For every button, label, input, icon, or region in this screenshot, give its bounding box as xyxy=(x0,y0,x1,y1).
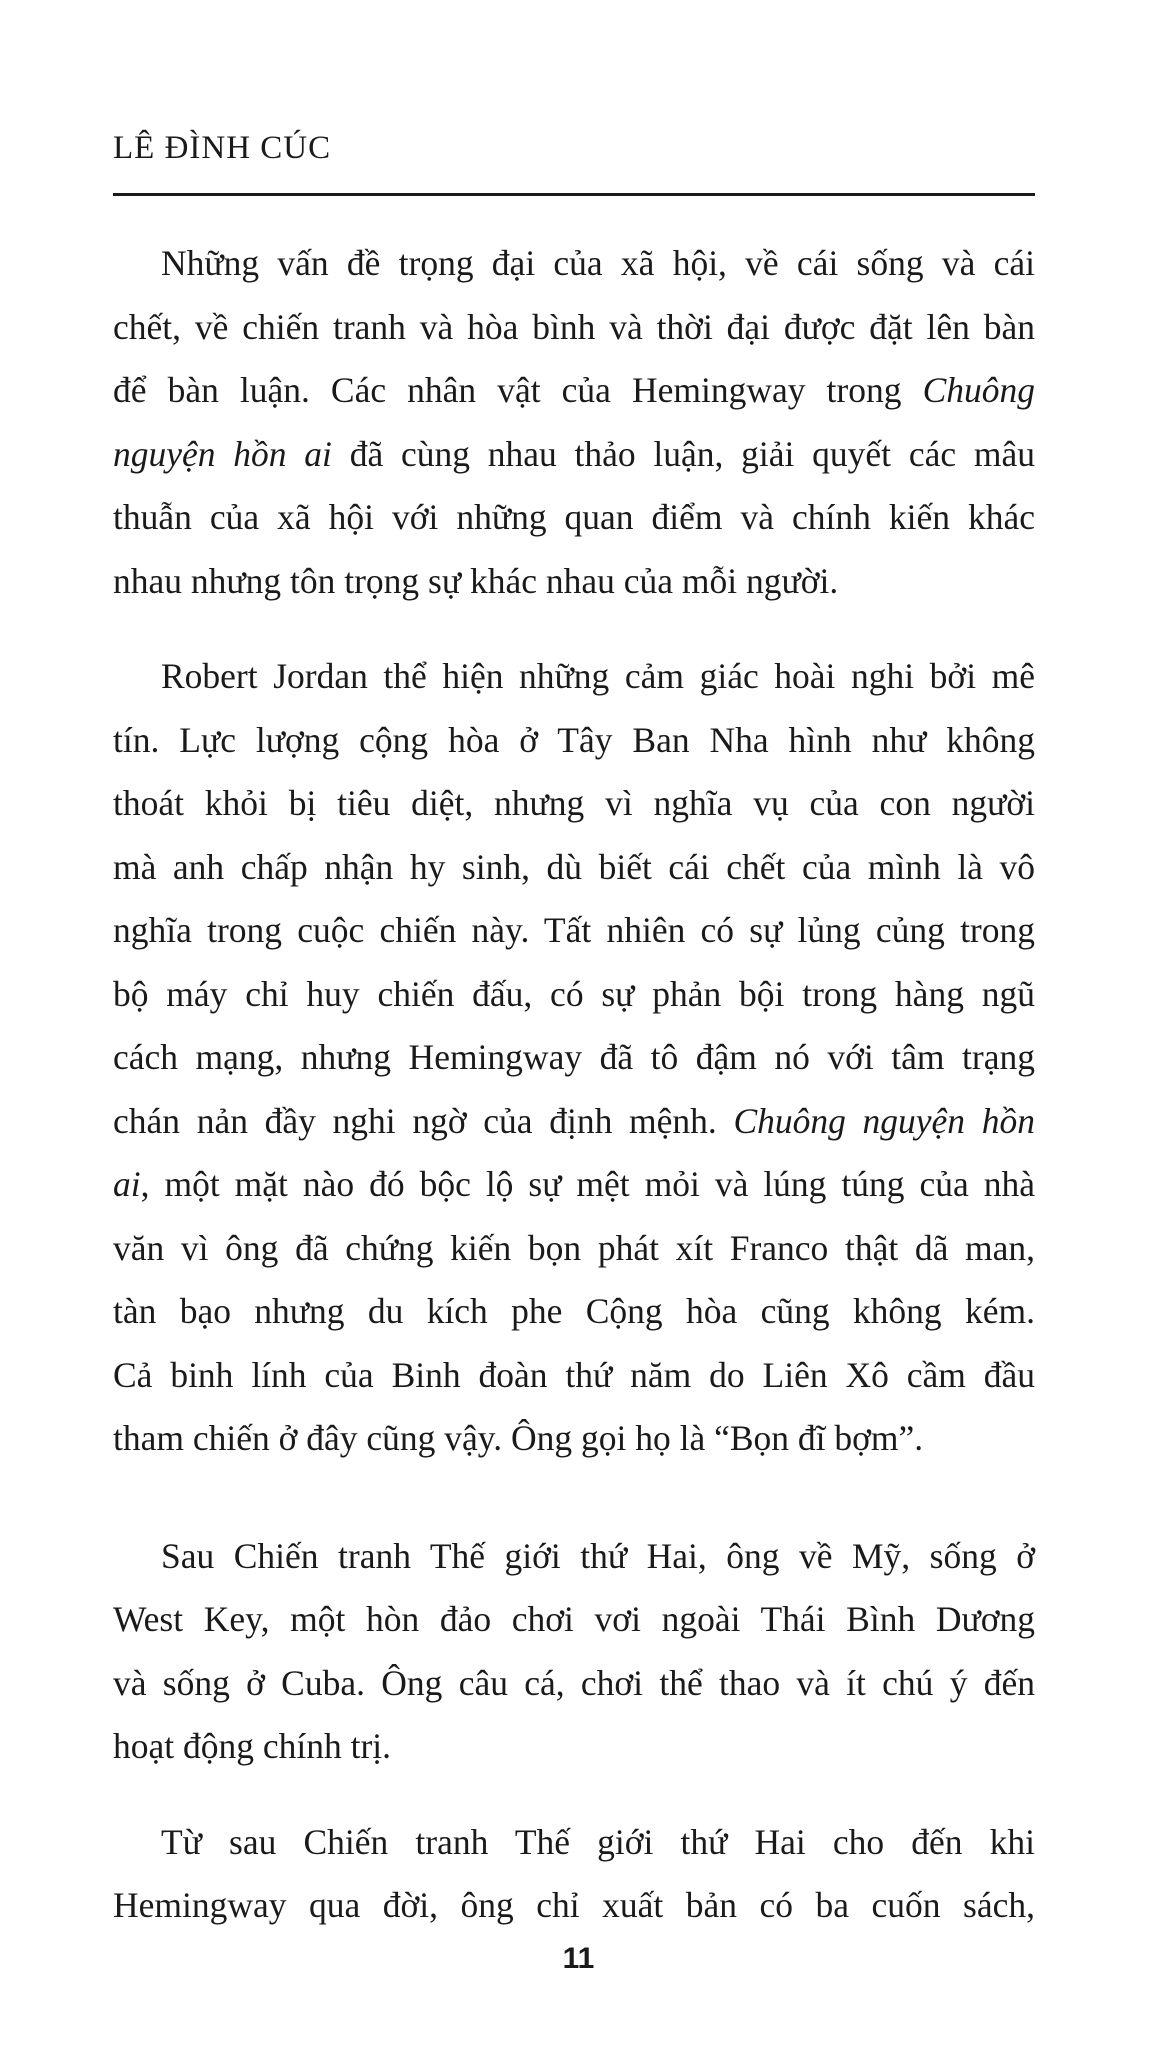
text-run: chán nản đầy nghi ngờ của định mệnh. xyxy=(113,1100,734,1141)
text-line xyxy=(113,423,1035,487)
text-run: , một mặt nào đó bộc lộ sự mệt mỏi và lúng túng của nhà xyxy=(140,1164,1035,1204)
text-line: Hemingway qua đời, ông chỉ xuất bản có ba cuốn sách, xyxy=(113,1885,1035,1925)
text-line xyxy=(113,1090,1035,1154)
text-line: nghĩa trong cuộc chiến này. Tất nhiên có sự lủng củng trong xyxy=(113,910,1035,950)
text-line xyxy=(113,1153,1035,1217)
book-title-italic: Chuông nguyện hồn xyxy=(733,1100,1035,1141)
body-text xyxy=(113,232,1035,1938)
running-head-author: LÊ ĐÌNH CÚC xyxy=(113,130,332,166)
page-number: 11 xyxy=(562,1942,595,1975)
paragraph-2 xyxy=(113,645,1035,1471)
text-line: Sau Chiến tranh Thế giới thứ Hai, ông về Mỹ, sống ở xyxy=(161,1535,1035,1576)
text-line: tàn bạo nhưng du kích phe Cộng hòa cũng không kém. xyxy=(113,1291,1035,1331)
text-line: nhau nhưng tôn trọng sự khác nhau của mỗi người. xyxy=(113,560,839,601)
paragraph-4 xyxy=(113,1811,1035,1938)
text-line: Những vấn đề trọng đại của xã hội, về cái sống và cái xyxy=(161,243,1035,283)
text-line xyxy=(113,359,1035,423)
text-line: thuẫn của xã hội với những quan điểm và chính kiến khác xyxy=(113,497,1035,537)
text-line: mà anh chấp nhận hy sinh, dù biết cái chết của mình là vô xyxy=(113,846,1035,887)
paragraph-1 xyxy=(113,232,1035,613)
header-rule xyxy=(113,193,1035,196)
paragraph-3 xyxy=(113,1525,1035,1779)
text-line: bộ máy chỉ huy chiến đấu, có sự phản bội trong hàng ngũ xyxy=(113,973,1035,1014)
text-run: đã cùng nhau thảo luận, giải quyết các mâu xyxy=(331,433,1035,474)
text-line: tham chiến ở đây cũng vậy. Ông gọi họ là “Bọn đĩ bợm”. xyxy=(113,1418,924,1458)
text-line: tín. Lực lượng cộng hòa ở Tây Ban Nha hình như không xyxy=(113,719,1035,760)
text-line: hoạt động chính trị. xyxy=(113,1726,392,1766)
text-line: Từ sau Chiến tranh Thế giới thứ Hai cho đến khi xyxy=(161,1821,1035,1862)
text-run: để bàn luận. Các nhân vật của Hemingway trong xyxy=(113,370,923,410)
book-title-italic: nguyện hồn ai xyxy=(113,433,332,474)
text-line: thoát khỏi bị tiêu diệt, nhưng vì nghĩa vụ của con người xyxy=(113,783,1035,823)
text-line: văn vì ông đã chứng kiến bọn phát xít Franco thật dã man, xyxy=(113,1227,1035,1268)
text-line: West Key, một hòn đảo chơi vơi ngoài Thái Bình Dương xyxy=(113,1599,1035,1639)
book-title-italic: ai xyxy=(113,1164,141,1204)
text-line: Cả binh lính của Binh đoàn thứ năm do Liên Xô cầm đầu xyxy=(113,1354,1035,1395)
text-line: chết, về chiến tranh và hòa bình và thời đại được đặt lên bàn xyxy=(113,306,1035,347)
book-title-italic: Chuông xyxy=(922,370,1035,410)
text-line: và sống ở Cuba. Ông câu cá, chơi thể thao và ít chú ý đến xyxy=(113,1662,1035,1703)
text-line: Robert Jordan thể hiện những cảm giác hoài nghi bởi mê xyxy=(161,656,1035,696)
text-line: cách mạng, nhưng Hemingway đã tô đậm nó với tâm trạng xyxy=(113,1037,1035,1077)
